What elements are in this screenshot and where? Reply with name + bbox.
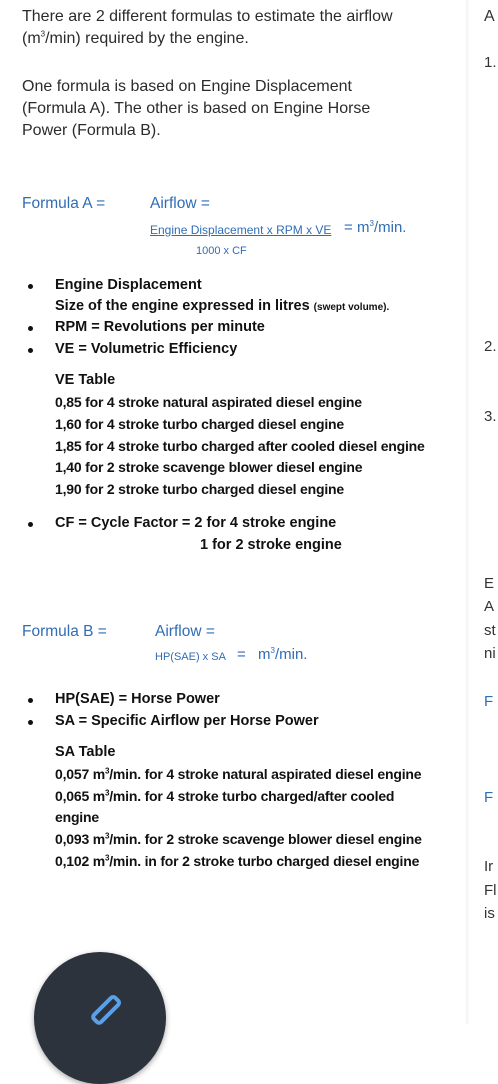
next-page-fragment: 2. <box>484 338 497 355</box>
bullet-dot <box>28 720 33 725</box>
bullet-dot <box>28 522 33 527</box>
ve-table-row: 1,40 for 2 stroke scavenge blower diesel engine <box>55 459 363 475</box>
formula-b-result: $m^3/\min$. <box>258 646 308 663</box>
ve-table-row: 1,60 for 4 stroke turbo charged diesel engine <box>55 416 344 432</box>
next-page-fragment: is <box>484 905 495 922</box>
formula-b-equals: = <box>237 646 246 663</box>
ve-table-title: VE Table <box>55 372 116 388</box>
ve-table-row: 1,85 for 4 stroke turbo charged after cooled diesel engine <box>55 438 425 454</box>
formula-b-label: Formula B = <box>22 623 107 640</box>
bullet-dot <box>28 284 33 289</box>
intro-p2-line-3: Power (Formula B). <box>22 122 161 139</box>
pencil-icon <box>84 992 124 1032</box>
next-page-fragment: E <box>484 575 495 592</box>
edit-fab-button[interactable] <box>34 952 166 1084</box>
next-page-fragment: F <box>484 789 494 806</box>
next-page-fragment: F <box>484 693 494 710</box>
next-page-fragment: 3. <box>484 408 497 425</box>
next-page-fragment: Ir <box>484 858 494 875</box>
cf-definition: CF = Cycle Factor = 2 for 4 stroke engine <box>55 515 337 531</box>
formula-a-label: Formula A = <box>22 195 106 212</box>
ve-definition: VE = Volumetric Efficiency <box>55 341 238 357</box>
engine-displacement-title: Engine Displacement <box>55 277 202 293</box>
bullet-dot <box>28 348 33 353</box>
next-page-fragment: A <box>484 598 495 615</box>
next-page-fragment: ni <box>484 645 496 662</box>
cf-definition-2: 1 for 2 stroke engine <box>200 537 342 553</box>
engine-displacement-desc: Size of the engine expressed in litres (swept volume). <box>55 298 390 314</box>
sa-table-row: 0,102 $m^3/\min$. in for 2 stroke turbo charged diesel engine <box>55 853 420 869</box>
next-page-fragment: st <box>484 622 496 639</box>
intro-p2-line-1: One formula is based on Engine Displacement <box>22 78 352 95</box>
sa-table-row: 0,093 $m^3/\min$. for 2 stroke scavenge blower diesel engine <box>55 831 422 847</box>
formula-a-result: $m^3/\min$. <box>357 219 407 236</box>
rpm-definition: RPM = Revolutions per minute <box>55 319 265 335</box>
intro-line-2: $(m^3/\min)$ required by the engine. <box>22 29 249 47</box>
sa-table-row: 0,065 $m^3/\min$. for 4 stroke turbo charged/after cooled <box>55 788 395 804</box>
sa-table-row: 0,057 $m^3/\min$. for 4 stroke natural aspirated diesel engine <box>55 766 422 782</box>
ve-table-row: 0,85 for 4 stroke natural aspirated diesel engine <box>55 394 362 410</box>
sa-definition: SA = Specific Airflow per Horse Power <box>55 713 319 729</box>
intro-line-1: There are 2 different formulas to estimate the airflow <box>22 8 393 25</box>
hp-definition: HP(SAE) = Horse Power <box>55 691 220 707</box>
next-page-fragment: Fl <box>484 882 497 899</box>
formula-a-numerator: Engine Displacement x RPM x VE <box>150 223 332 237</box>
next-page-fragment: 1. <box>484 54 497 71</box>
formula-a-airflow: Airflow = <box>150 195 210 212</box>
next-page-fragment: A <box>484 8 495 25</box>
intro-p2-line-2: (Formula A). The other is based on Engine Horse <box>22 100 371 117</box>
sa-table-row: engine <box>55 809 99 825</box>
formula-b-expression: HP(SAE) x SA <box>155 651 226 663</box>
bullet-dot <box>28 326 33 331</box>
formula-a-equals: = <box>344 219 353 236</box>
next-page-column <box>470 0 498 1024</box>
ve-table-row: 1,90 for 2 stroke turbo charged diesel engine <box>55 481 344 497</box>
sa-table-title: SA Table <box>55 744 116 760</box>
formula-b-airflow: Airflow = <box>155 623 215 640</box>
formula-a-denominator: 1000 x CF <box>196 245 247 257</box>
bullet-dot <box>28 698 33 703</box>
